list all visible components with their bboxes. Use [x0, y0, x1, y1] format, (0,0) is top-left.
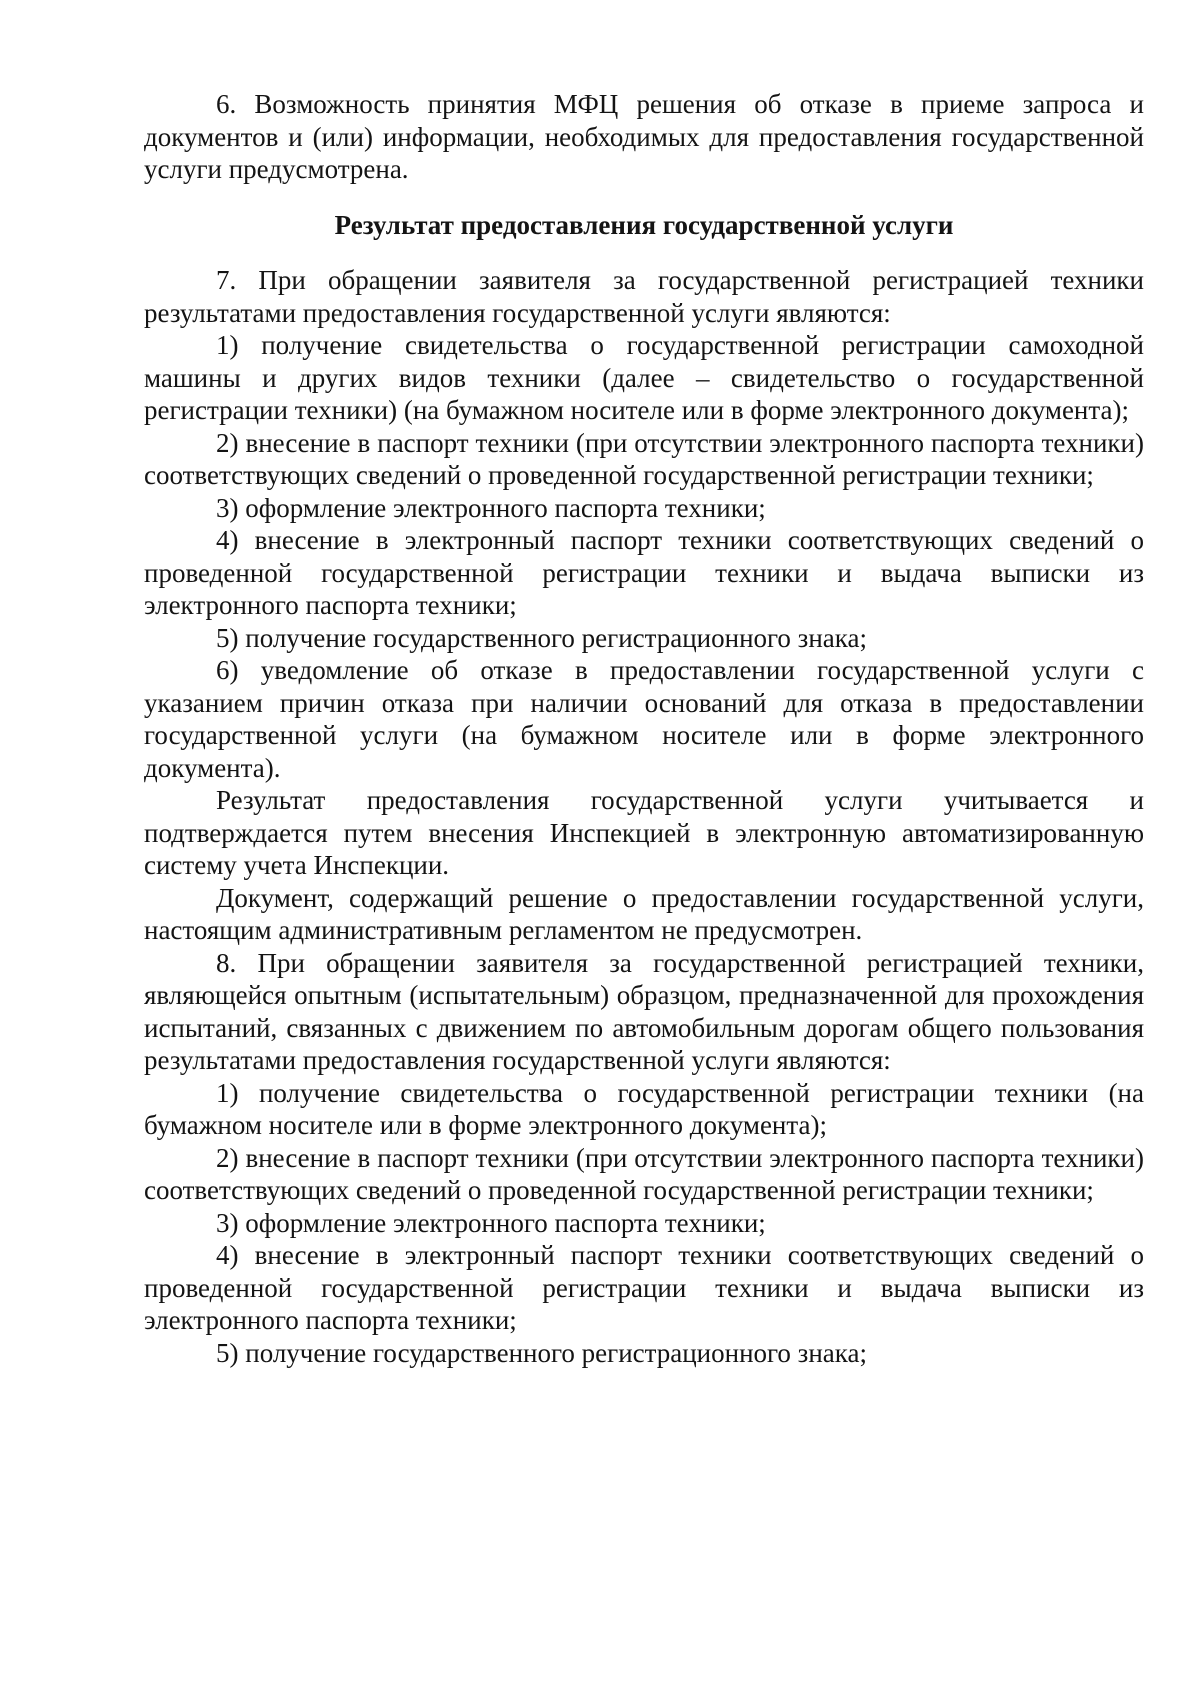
list-item-8-3: 3) оформление электронного паспорта техники; [216, 1207, 766, 1238]
list-item-8-5: 5) получение государственного регистрационного знака; [216, 1337, 867, 1368]
list-item-7-5: 5) получение государственного регистрационного знака; [216, 622, 867, 653]
list-item-7-6: 6) уведомление об отказе в предоставлении государственной услуги с указанием причин отказа при наличии оснований для отказа в предоставлении государственной услуги (на бумажном носителе или в форме электронного документа). [144, 655, 1144, 783]
list-item-7-2: 2) внесение в паспорт техники (при отсутствии электронного паспорта техники) соответствующих сведений о проведенной государственной регистрации техники; [144, 427, 1144, 490]
document-body [144, 88, 1144, 1369]
paragraph-result-accounting: Результат предоставления государственной услуги учитывается и подтверждается путем внесения Инспекцией в электронную автоматизированную систему учета Инспекции. [144, 785, 1144, 880]
paragraph-8-intro: 8. При обращении заявителя за государственной регистрацией техники, являющейся опытным (испытательным) образцом, предназначенной для прохождения испытаний, связанных с движением по автомобильным дорогам общего пользования результатами предоставления государственной услуги являются: [144, 947, 1144, 1075]
list-item-8-1: 1) получение свидетельства о государственной регистрации техники (на бумажном носителе или в форме электронного документа); [144, 1077, 1144, 1140]
paragraph-6: 6. Возможность принятия МФЦ решения об отказе в приеме запроса и документов и (или) информации, необходимых для предоставления государственной услуги предусмотрена. [144, 89, 1144, 184]
list-item-7-3: 3) оформление электронного паспорта техники; [216, 492, 766, 523]
paragraph-decision-document: Документ, содержащий решение о предоставлении государственной услуги, настоящим административным регламентом не предусмотрен. [144, 882, 1144, 945]
section-heading: Результат предоставления государственной услуги [334, 209, 954, 240]
paragraph-7-intro: 7. При обращении заявителя за государственной регистрацией техники результатами предоставления государственной услуги являются: [144, 265, 1144, 328]
list-item-8-4: 4) внесение в электронный паспорт техники соответствующих сведений о проведенной государственной регистрации техники и выдача выписки из электронного паспорта техники; [144, 1240, 1144, 1335]
list-item-7-4: 4) внесение в электронный паспорт техники соответствующих сведений о проведенной государственной регистрации техники и выдача выписки из электронного паспорта техники; [144, 525, 1144, 620]
list-item-8-2: 2) внесение в паспорт техники (при отсутствии электронного паспорта техники) соответствующих сведений о проведенной государственной регистрации техники; [144, 1142, 1144, 1205]
list-item-7-1: 1) получение свидетельства о государственной регистрации самоходной машины и других видов техники (далее – свидетельство о государственной регистрации техники) (на бумажном носителе или в форме электронного документа); [144, 330, 1144, 425]
